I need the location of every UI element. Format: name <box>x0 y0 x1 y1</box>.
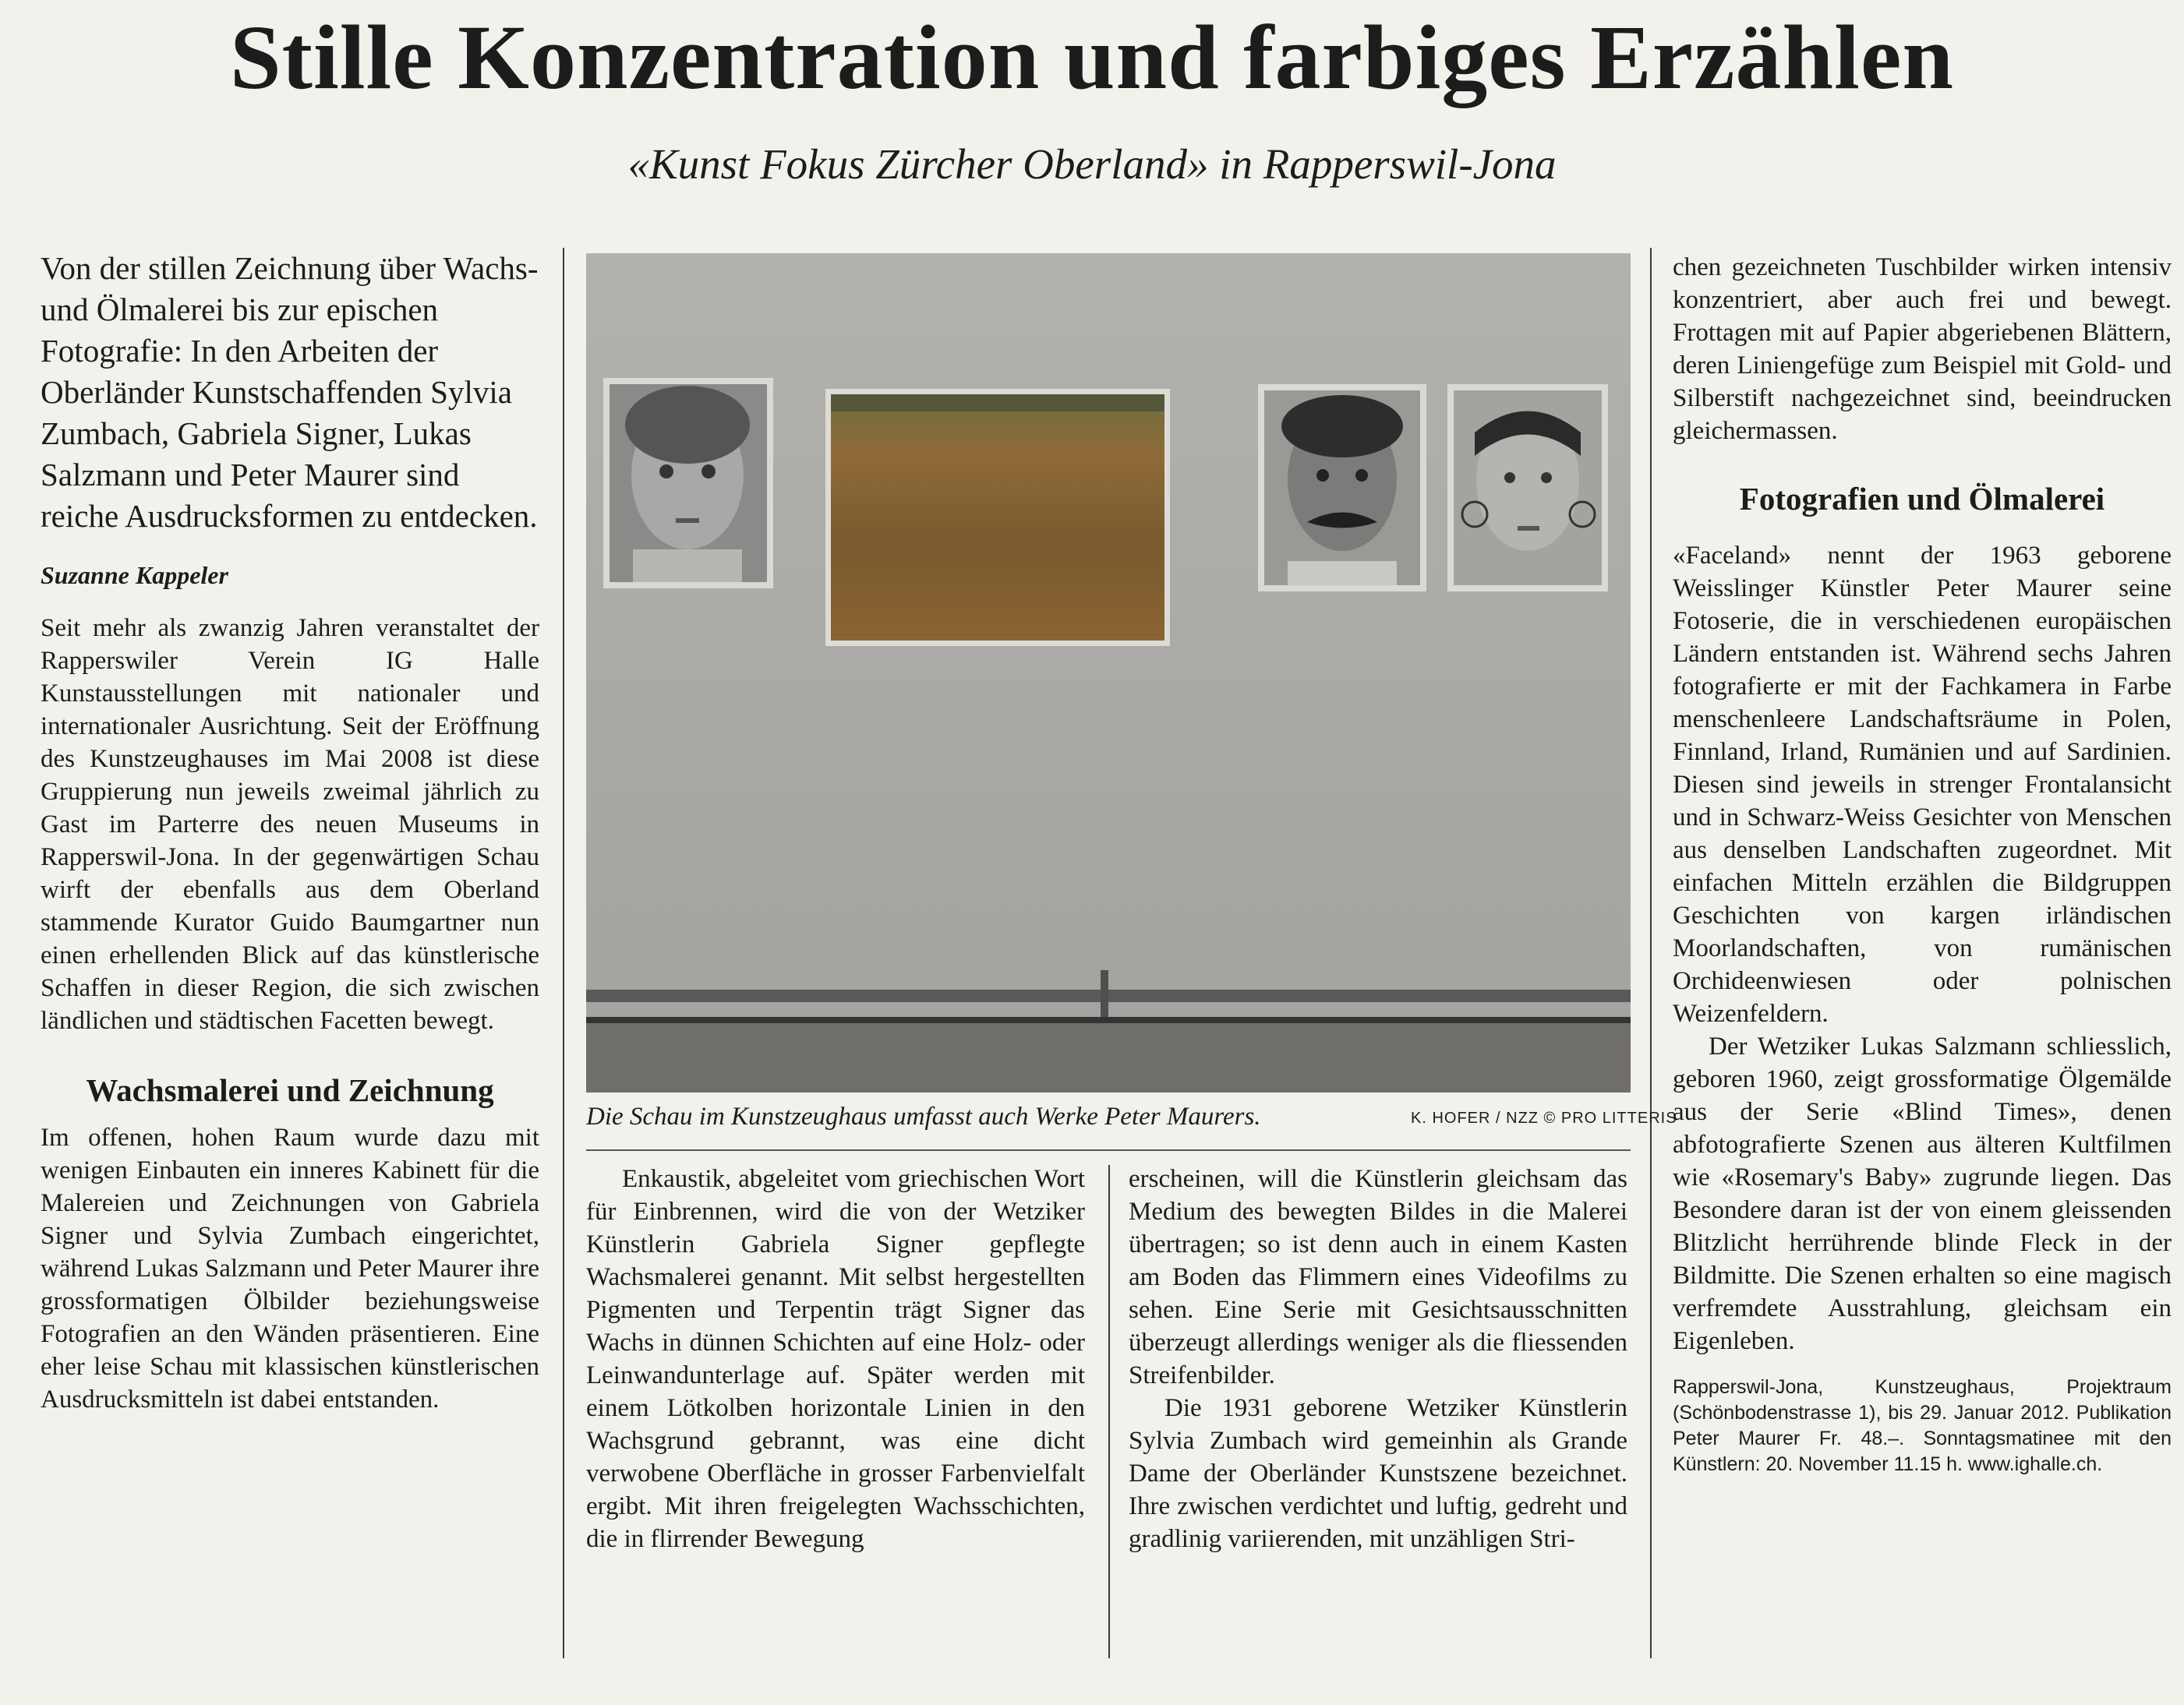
paragraph: Die 1931 geborene Wetziker Künstlerin Sylvia Zumbach wird gemeinhin als Grande Dame der Oberländer Kunstszene bezeichnet. Ihre zwischen verdichtet und luftig, gedreht und gradlinig variierenden, mit unzähligen Stri- <box>1129 1394 1627 1553</box>
column-2 <box>586 1163 1085 1555</box>
column-3 <box>1129 1163 1627 1555</box>
paragraph: Der Wetziker Lukas Salzmann schliesslich, geboren 1960, zeigt grossformatige Ölgemälde aus der Serie «Blind Times», denen abfotografierte Szenen aus älteren Kultfilmen wie «Rosemary's Baby» zugrunde liegen. Das Besondere daran ist der von einem gleissenden Blitzlicht herrührende blinde Fleck in der Bildmitte. Die Szenen erhalten so eine magisch verfremdete Ausstrahlung, gleichsam ein Eigenleben. <box>1673 1033 2172 1355</box>
paragraph: Seit mehr als zwanzig Jahren veranstaltet der Rapperswiler Verein IG Halle Kunstausstellungen mit nationaler und internationaler Ausrichtung. Seit der Eröffnung des Kunstzeughauses im Mai 2008 ist diese Gruppierung nun jeweils zweimal jährlich zu Gast im Parterre des neuen Museums in Rapperswil-Jona. In der gegenwärtigen Schau wirft der ebenfalls aus dem Oberland stammende Kurator Guido Baumgartner nun einen erhellenden Blick auf das künstlerische Schaffen in dieser Region, die sich zwischen ländlichen und städtischen Facetten bewegt. <box>41 614 539 1035</box>
photo-credit: K. HOFER / NZZ © PRO LITTERIS <box>1411 1110 1677 1127</box>
paragraph: Im offenen, hohen Raum wurde dazu mit wenigen Einbauten ein inneres Kabinett für die Malereien und Zeichnungen von Gabriela Signer und Sylvia Zumbach eingerichtet, während Lukas Salzmann und Peter Maurer ihre grossformatigen Ölbilder beziehungsweise Fotografien an den Wänden präsentieren. Eine eher leise Schau mit klassischen künstlerischen Ausdrucksmitteln ist dabei entstanden. <box>41 1124 539 1414</box>
exhibition-info: Rapperswil-Jona, Kunstzeughaus, Projektraum (Schönbodenstrasse 1), bis 29. Januar 2012. Publikation Peter Maurer Fr. 48.–. Sonntagsmatinee mit den Künstlern: 20. November 11.15 h. www.ighalle.ch. <box>1673 1376 2172 1475</box>
column-rule <box>1650 248 1652 1658</box>
section-heading: Fotografien und Ölmalerei <box>1739 481 2105 517</box>
column-4 <box>1673 251 2172 1477</box>
headline: Stille Konzentration und farbiges Erzählen <box>230 6 1954 108</box>
column-1 <box>41 248 539 1416</box>
column-rule <box>563 248 564 1658</box>
caption-rule <box>586 1149 1631 1151</box>
exhibition-photo <box>586 253 1631 1093</box>
lead-paragraph: Von der stillen Zeichnung über Wachs- und Ölmalerei bis zur epischen Fotografie: In den Arbeiten der Oberländer Kunstschaffenden Sylvia Zumbach, Gabriela Signer, Lukas Salzmann und Peter Maurer sind reiche Ausdrucksformen zu entdecken. <box>41 250 539 534</box>
subheadline: «Kunst Fokus Zürcher Oberland» in Rapperswil-Jona <box>627 140 1557 188</box>
column-rule <box>1108 1165 1110 1658</box>
photo-caption: Die Schau im Kunstzeughaus umfasst auch Werke Peter Maurers. <box>586 1103 1261 1131</box>
paragraph: Enkaustik, abgeleitet vom griechischen Wort für Einbrennen, wird die von der Wetziker Künstlerin Gabriela Signer gepflegte Wachsmalerei genannt. Mit selbst hergestellten Pigmenten und Terpentin trägt Signer das Wachs in dünnen Schichten auf eine Holz- oder Leinwandunterlage auf. Später werden mit einem Lötkolben horizontale Linien in den Wachsgrund gebrannt, was eine dicht verwobene Oberfläche in grosser Farbenvielfalt ergibt. Mit ihren freigelegten Wachsschichten, die in flirrender Bewegung <box>586 1165 1085 1553</box>
paragraph: chen gezeichneten Tuschbilder wirken intensiv konzentriert, aber auch frei und bewegt. Frottagen mit auf Papier abgeriebenen Blättern, deren Liniengefüge zum Beispiel mit Gold- und Silberstift nachgezeichnet sind, beeindrucken gleichermassen. <box>1673 253 2172 445</box>
paragraph: «Faceland» nennt der 1963 geborene Weisslinger Künstler Peter Maurer seine Fotoserie, die in verschiedenen europäischen Ländern entstanden ist. Während sechs Jahren fotografierte er mit der Fachkamera in Farbe menschenleere Landschaftsräume in Polen, Finnland, Irland, Rumänien und auf Sardinien. Diesen sind jeweils in strenger Frontalansicht und in Schwarz-Weiss Gesichter von Menschen aus denselben Landschaften zugeordnet. Mit einfachen Mitteln erzählen die Bildgruppen Geschichten von kargen irländischen Moorlandschaften, von rumänischen Orchideenwiesen oder polnischen Weizenfeldern. <box>1673 542 2172 1028</box>
section-heading: Wachsmalerei und Zeichnung <box>86 1072 494 1108</box>
author-byline: Suzanne Kappeler <box>41 561 228 589</box>
paragraph: erscheinen, will die Künstlerin gleichsam das Medium des bewegten Bildes in die Malerei übertragen; so ist denn auch in einem Kasten am Boden das Flimmern eines Videofilms zu sehen. Eine Serie mit Gesichtsausschnitten überzeugt allerdings weniger als die fliessenden Streifenbilder. <box>1129 1165 1627 1389</box>
exhibition-photo-graphic <box>586 253 1631 1093</box>
